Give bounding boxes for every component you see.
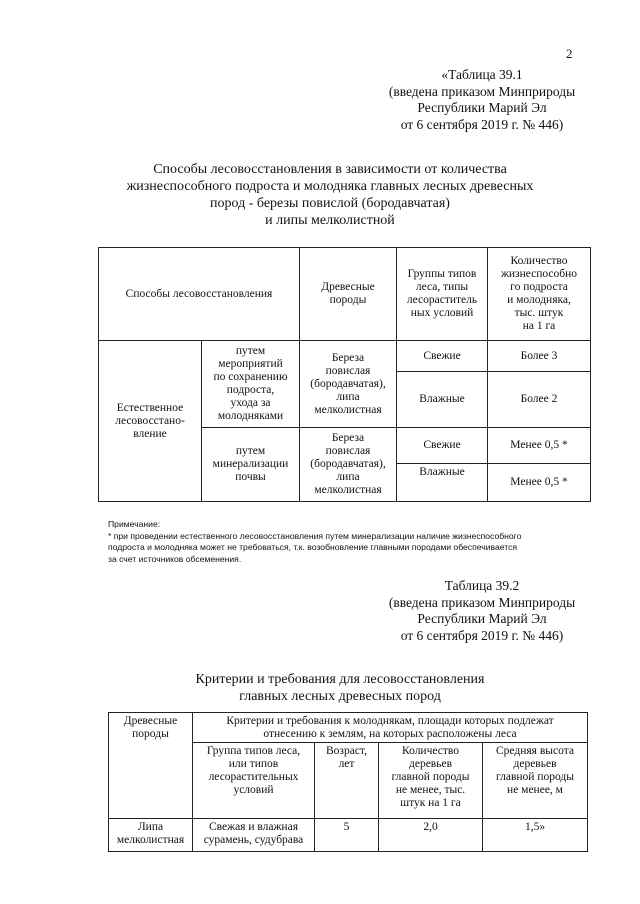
- table1-species: Береза повислая (бородавчатая), липа мелколистная: [299, 340, 397, 428]
- table1-condition: Влажные: [396, 371, 488, 428]
- table1-species: Береза повислая (бородавчатая), липа мелколистная: [299, 427, 397, 502]
- table1-header: [352, 67, 612, 133]
- table1-col-methods: Способы лесовосстановления: [98, 247, 300, 341]
- table1-quantity: Более 2: [487, 371, 591, 428]
- table1-quantity: Менее 0,5 *: [487, 463, 591, 502]
- table2-col-forest-group: Группа типов леса, или типов лесорастительных условий: [192, 742, 315, 819]
- table1-header-line: (введена приказом Минприроды: [388, 83, 576, 99]
- table2-col-species: Древесные породы: [108, 712, 193, 819]
- table1-header-line: Республики Марий Эл: [417, 100, 547, 115]
- table1-title: [80, 161, 580, 229]
- table1-condition: Свежие: [396, 340, 488, 372]
- table1-quantity: Более 3: [487, 340, 591, 372]
- table1-title-line: Способы лесовосстановления в зависимости от количества: [153, 162, 507, 177]
- table1-col-quantity: Количество жизнеспособно го подроста и молодняка, тыс. штук на 1 га: [487, 247, 591, 341]
- table2-header: [352, 578, 612, 644]
- table2-title-line: Критерии и требования для лесовосстановления: [195, 672, 485, 687]
- table1-condition: Влажные: [396, 463, 488, 502]
- table2-row-species: Липа мелколистная: [108, 818, 193, 852]
- note-line: подроста и молодняка может не требоваться, т.к. возобновление главными породами обеспечивается: [108, 542, 518, 552]
- table2-col-trees-count: Количество деревьев главной породы не менее, тыс. штук на 1 га: [378, 742, 483, 819]
- table2-title-line: главных лесных древесных пород: [239, 689, 441, 704]
- note-heading: Примечание:: [108, 519, 161, 529]
- table1-quantity: Менее 0,5 *: [487, 427, 591, 464]
- table2-col-age: Возраст, лет: [314, 742, 379, 819]
- table1-col-forest-groups: Группы типов леса, типы лесораститель ных условий: [396, 247, 488, 341]
- note: [108, 519, 521, 565]
- table1-col-species: Древесные породы: [299, 247, 397, 341]
- table2-row-avg-height: 1,5»: [482, 818, 588, 852]
- table2-col-avg-height: Средняя высота деревьев главной породы не менее, м: [482, 742, 588, 819]
- table2-header-line: от 6 сентября 2019 г. № 446): [400, 627, 564, 643]
- table1-title-line: и липы мелколистной: [265, 213, 395, 228]
- table2-title: [120, 671, 560, 705]
- table2-row-age: 5: [314, 818, 379, 852]
- table1-condition: Свежие: [396, 427, 488, 464]
- table1-title-line: пород - березы повислой (бородавчатая): [210, 196, 450, 211]
- table2-row-forest-group: Свежая и влажная сурамень, судубрава: [192, 818, 315, 852]
- table1-method: путем минерализации почвы: [201, 427, 300, 502]
- page-number: 2: [566, 46, 573, 61]
- note-line: за счет источников обсеменения.: [108, 553, 242, 564]
- table1-header-line: «Таблица 39.1: [441, 67, 523, 82]
- table2-header-line: Таблица 39.2: [444, 578, 520, 593]
- table1-header-line: от 6 сентября 2019 г. № 446): [400, 116, 564, 132]
- note-line: * при проведении естественного лесовосстановления путем минерализации наличие жизнеспособного: [108, 530, 522, 541]
- table2-criteria-header: Критерии и требования к молоднякам, площади которых подлежат отнесению к землям, на которых расположены леса: [192, 712, 588, 743]
- table1-method: путем мероприятий по сохранению подроста, ухода за молодняками: [201, 340, 300, 428]
- table2-header-line: Республики Марий Эл: [417, 611, 547, 626]
- table1-title-line: жизнеспособного подроста и молодняка главных лесных древесных: [126, 179, 534, 194]
- table2-row-trees-count: 2,0: [378, 818, 483, 852]
- table2-header-line: (введена приказом Минприроды: [388, 594, 576, 610]
- table1-natural-regeneration: Естественное лесовосстано- вление: [98, 340, 202, 502]
